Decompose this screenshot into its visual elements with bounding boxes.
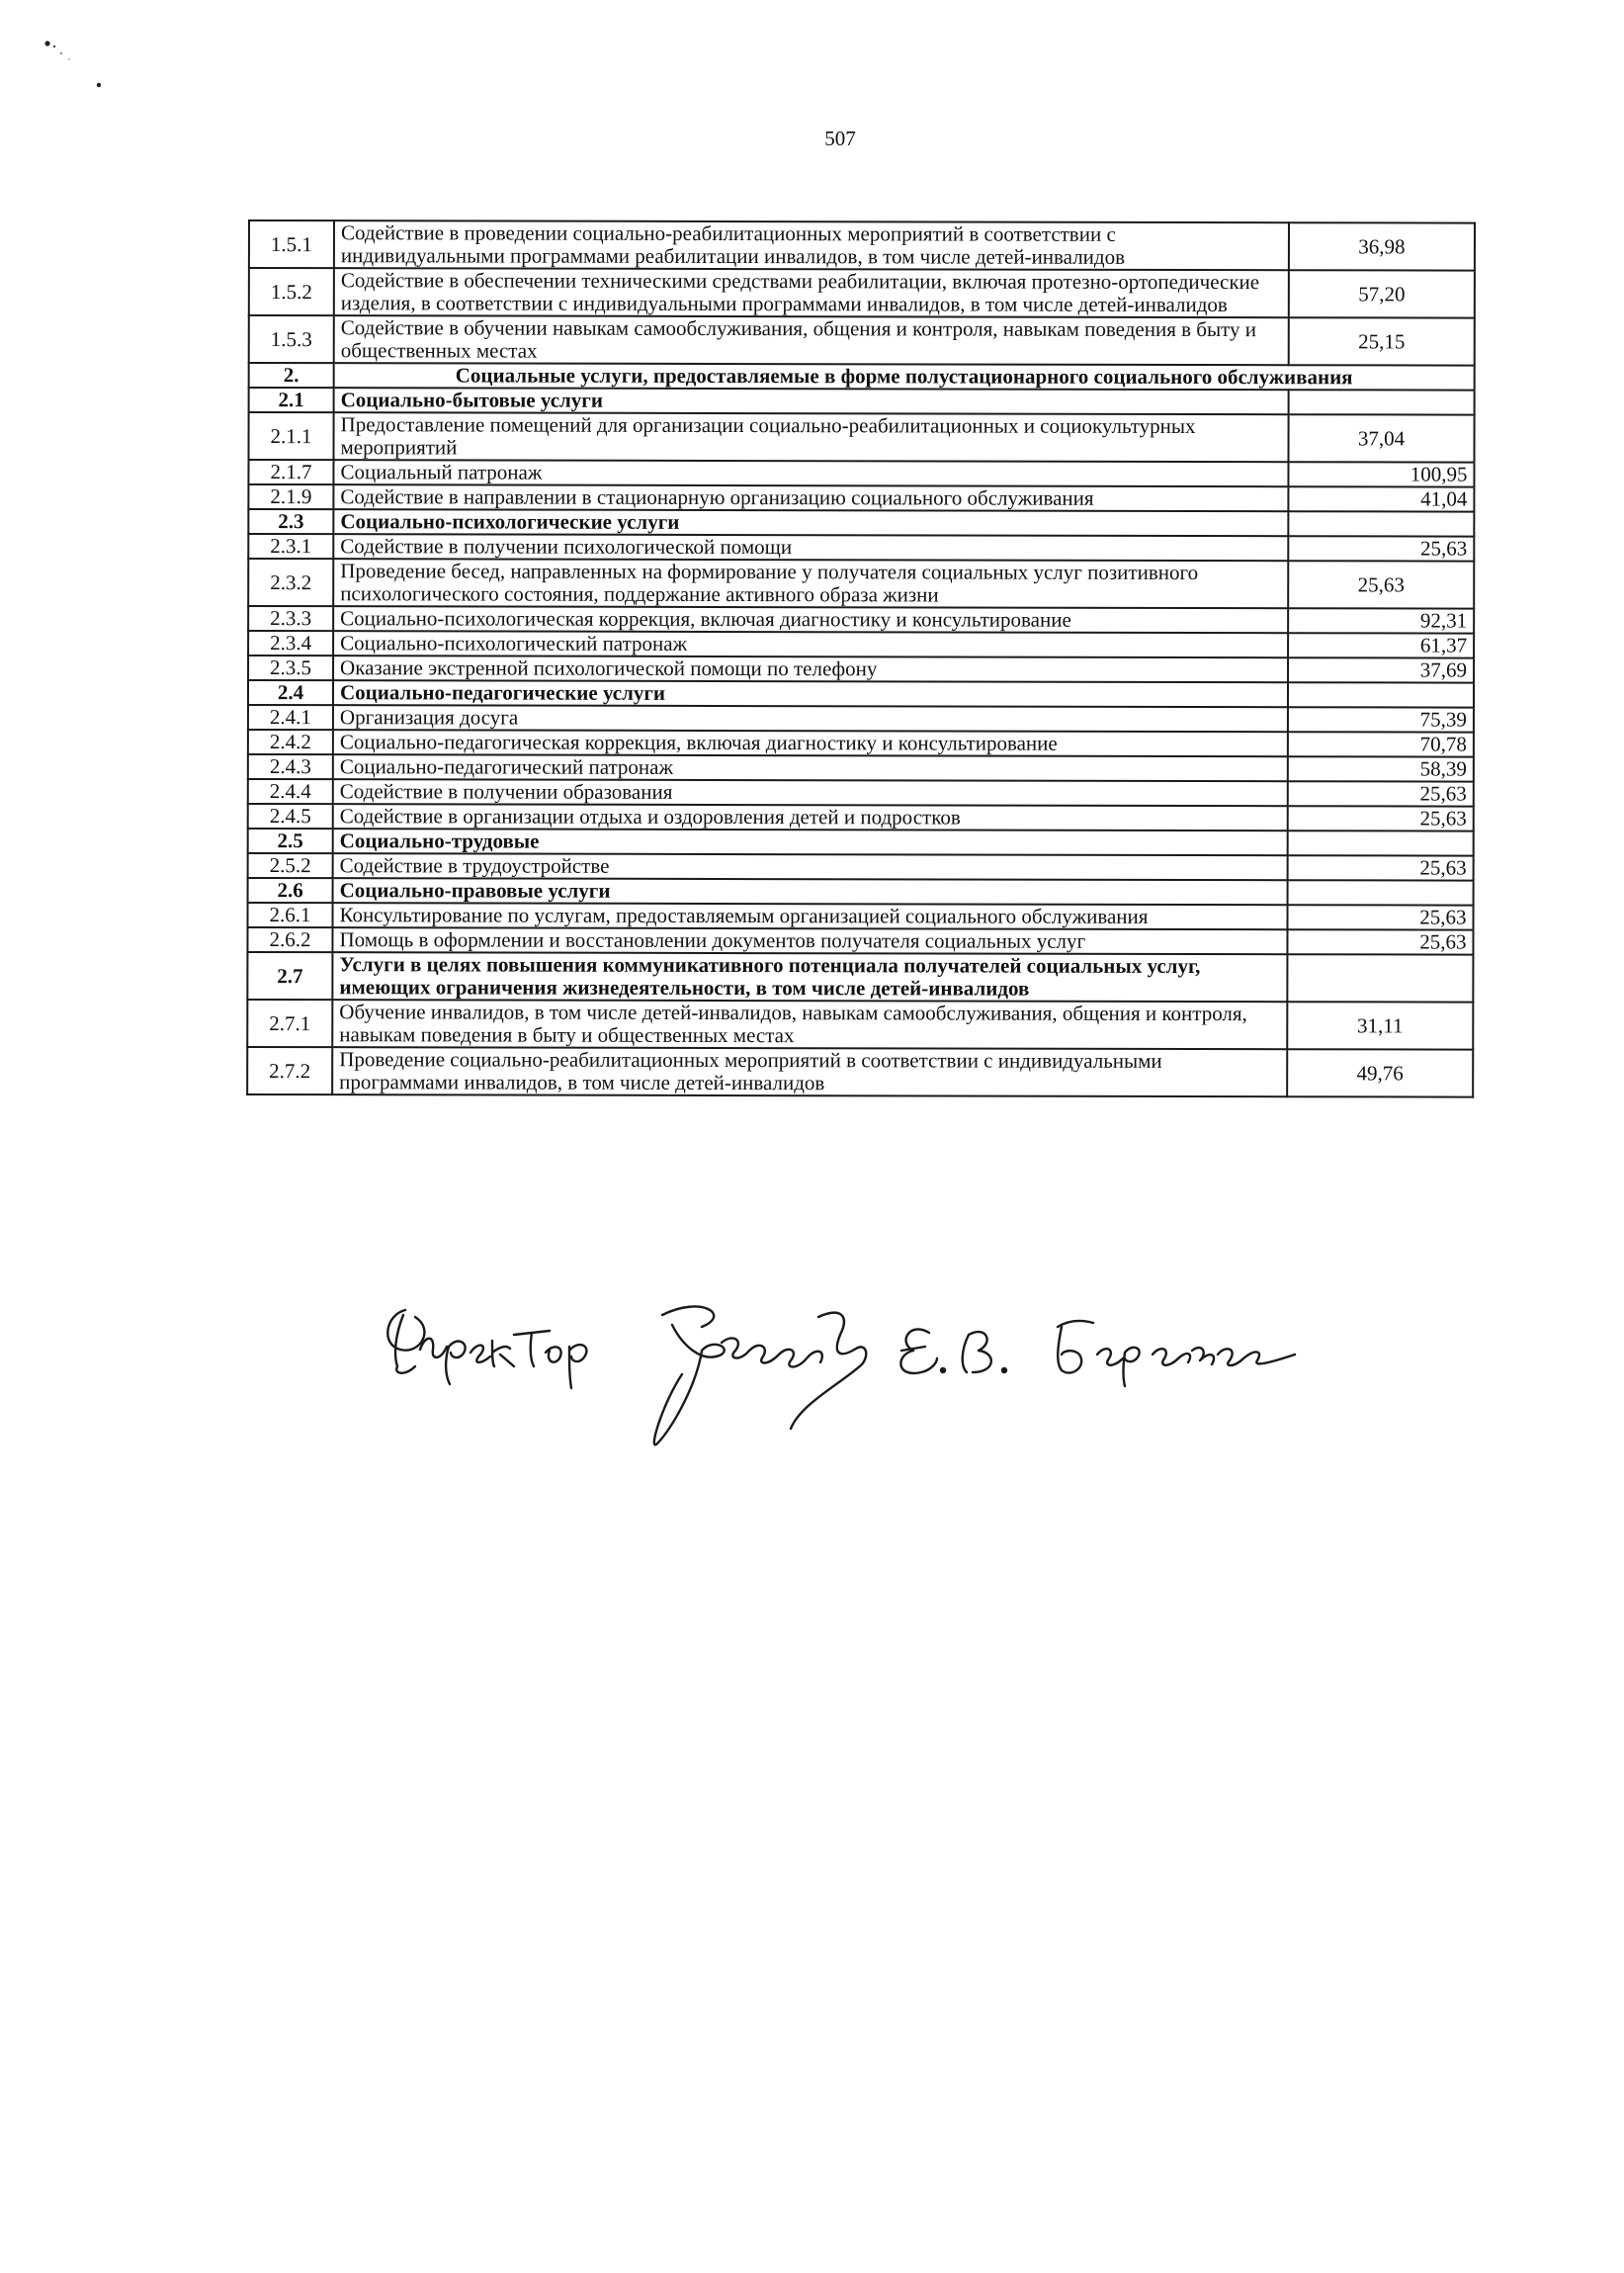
row-number: 2.1.1 xyxy=(248,412,333,460)
row-number: 2.7 xyxy=(247,952,332,1000)
tariff-value xyxy=(1287,954,1473,1002)
service-row xyxy=(248,730,1474,757)
group-title: Социально-правовые услуги xyxy=(333,878,1288,905)
service-row xyxy=(249,268,1475,318)
service-name: Предоставление помещений для организации социально-реабилитационных и социокультурных мероприятий xyxy=(333,412,1288,462)
service-name: Содействие в проведении социально-реабилитационных мероприятий в соответствии с индивидуальными программами реабилитации инвалидов, в том числе детей-инвалидов xyxy=(334,220,1289,270)
row-number: 2.4.5 xyxy=(248,804,333,829)
service-row xyxy=(247,1047,1473,1097)
group-row xyxy=(249,388,1475,415)
tariff-value: 25,63 xyxy=(1288,855,1474,880)
service-row xyxy=(248,903,1474,930)
service-row xyxy=(248,484,1474,512)
service-row xyxy=(248,853,1474,881)
row-number: 2.5.2 xyxy=(248,853,333,878)
service-name: Содействие в трудоустройстве xyxy=(333,853,1288,880)
service-name: Социально-психологическая коррекция, включая диагностику и консультирование xyxy=(333,606,1288,633)
row-number: 2.3.1 xyxy=(248,534,333,559)
tariff-value xyxy=(1288,682,1474,707)
tariff-value: 70,78 xyxy=(1288,732,1474,756)
group-title: Услуги в целях повышения коммуникативного потенциала получателей социальных услуг, имеющих ограничения жизнедеятельности, в том числе детей-инвалидов xyxy=(332,952,1287,1002)
group-row xyxy=(248,680,1474,708)
tariff-value: 37,69 xyxy=(1288,657,1474,682)
tariff-value: 58,39 xyxy=(1288,756,1474,781)
tariff-value: 92,31 xyxy=(1288,608,1474,633)
tariff-value: 25,63 xyxy=(1287,929,1473,954)
director-signature xyxy=(376,1256,1364,1453)
tariff-value xyxy=(1289,390,1475,414)
section-row xyxy=(249,363,1475,391)
service-name: Проведение бесед, направленных на формирование у получателя социальных услуг позитивного психологического состояния, поддержание активного образа жизни xyxy=(333,559,1288,608)
tariff-value: 37,04 xyxy=(1288,414,1474,462)
service-name: Социальный патронаж xyxy=(333,460,1288,486)
row-number: 2.1.7 xyxy=(248,460,333,484)
service-name: Содействие в получении образования xyxy=(333,779,1288,806)
tariff-value: 61,37 xyxy=(1288,633,1474,657)
service-name: Содействие в обеспечении техническими средствами реабилитации, включая протезно-ортопедические изделия, в соответствии с индивидуальными программами инвалидов, в том числе детей-инвалидов xyxy=(334,268,1289,317)
page-number: 507 xyxy=(824,127,856,150)
service-row xyxy=(248,606,1474,634)
row-number: 2.7.1 xyxy=(247,1000,332,1047)
tariff-value: 25,63 xyxy=(1288,561,1474,608)
tariff-value: 25,15 xyxy=(1289,317,1475,365)
service-row xyxy=(248,534,1474,562)
service-row xyxy=(249,315,1475,366)
row-number: 1.5.1 xyxy=(249,220,334,268)
service-name: Консультирование по услугам, предоставляемым организацией социального обслуживания xyxy=(333,903,1288,929)
service-row xyxy=(248,631,1474,658)
group-title: Социально-психологические услуги xyxy=(333,509,1288,536)
group-row xyxy=(248,509,1474,537)
service-name: Помощь в оформлении и восстановлении документов получателя социальных услуг xyxy=(332,927,1287,954)
row-number: 2.3.4 xyxy=(248,631,333,656)
service-row xyxy=(248,412,1474,463)
row-number: 2.5 xyxy=(248,829,333,853)
tariff-value: 75,39 xyxy=(1288,707,1474,732)
row-number: 2.4.3 xyxy=(248,754,333,779)
group-title: Социально-бытовые услуги xyxy=(334,388,1289,414)
row-number: 2.3.5 xyxy=(248,656,333,680)
service-row xyxy=(247,1000,1473,1050)
tariff-value: 25,63 xyxy=(1288,806,1474,831)
row-number: 2.4 xyxy=(248,680,333,705)
tariff-value xyxy=(1288,831,1474,855)
service-name: Социально-педагогическая коррекция, включая диагностику и консультирование xyxy=(333,730,1288,756)
group-title: Социально-педагогические услуги xyxy=(333,680,1288,707)
tariff-value: 49,76 xyxy=(1287,1049,1473,1096)
tariff-value: 25,63 xyxy=(1288,781,1474,806)
service-row xyxy=(248,779,1474,807)
services-price-table xyxy=(246,219,1476,1098)
service-name: Социально-психологический патронаж xyxy=(333,631,1288,657)
row-number: 2.6.1 xyxy=(248,903,333,927)
row-number: 1.5.2 xyxy=(249,268,334,315)
tariff-value: 100,95 xyxy=(1288,462,1474,486)
tariff-value: 57,20 xyxy=(1289,270,1475,317)
service-name: Оказание экстренной психологической помощи по телефону xyxy=(333,656,1288,682)
section-title: Социальные услуги, предоставляемые в форме полустационарного социального обслуживания xyxy=(334,363,1475,390)
service-row xyxy=(248,656,1474,683)
row-number: 2. xyxy=(249,363,334,388)
tariff-value: 25,63 xyxy=(1288,536,1474,561)
service-row xyxy=(249,220,1475,271)
tariff-value: 25,63 xyxy=(1287,905,1473,929)
row-number: 2.1 xyxy=(249,388,334,412)
service-name: Проведение социально-реабилитационных мероприятий в соответствии с индивидуальными программами инвалидов, в том числе детей-инвалидов xyxy=(332,1047,1287,1096)
row-number: 2.4.4 xyxy=(248,779,333,804)
service-row xyxy=(248,754,1474,782)
group-row xyxy=(248,829,1474,856)
row-number: 2.6.2 xyxy=(247,927,332,952)
scan-specks xyxy=(40,30,119,99)
row-number: 2.4.2 xyxy=(248,730,333,754)
group-row xyxy=(248,878,1474,906)
service-name: Содействие в получении психологической помощи xyxy=(333,534,1288,561)
group-row xyxy=(247,952,1473,1003)
row-number: 2.7.2 xyxy=(247,1047,332,1094)
service-name: Обучение инвалидов, в том числе детей-инвалидов, навыкам самообслуживания, общения и контроля, навыкам поведения в быту и общественных местах xyxy=(332,1000,1287,1049)
service-name: Содействие в направлении в стационарную организацию социального обслуживания xyxy=(333,484,1288,511)
service-row xyxy=(248,804,1474,831)
row-number: 2.4.1 xyxy=(248,705,333,730)
service-row xyxy=(248,460,1474,487)
service-row xyxy=(248,559,1474,609)
row-number: 1.5.3 xyxy=(249,315,334,363)
row-number: 2.3.3 xyxy=(248,606,333,631)
tariff-value: 31,11 xyxy=(1287,1002,1473,1049)
service-row xyxy=(248,705,1474,733)
table-body xyxy=(247,220,1475,1097)
row-number: 2.3.2 xyxy=(248,559,333,606)
tariff-value: 41,04 xyxy=(1288,486,1474,511)
row-number: 2.3 xyxy=(248,509,333,534)
tariff-value: 36,98 xyxy=(1289,222,1475,270)
service-row xyxy=(247,927,1473,955)
row-number: 2.1.9 xyxy=(248,484,333,509)
row-number: 2.6 xyxy=(248,878,333,903)
group-title: Социально-трудовые xyxy=(333,829,1288,855)
tariff-value xyxy=(1288,880,1474,905)
service-name: Социально-педагогический патронаж xyxy=(333,754,1288,781)
tariff-value xyxy=(1288,511,1474,536)
service-name: Содействие в обучении навыкам самообслуживания, общения и контроля, навыкам поведения в быту и общественных местах xyxy=(334,315,1289,365)
service-name: Организация досуга xyxy=(333,705,1288,732)
service-name: Содействие в организации отдыха и оздоровления детей и подростков xyxy=(333,804,1288,831)
